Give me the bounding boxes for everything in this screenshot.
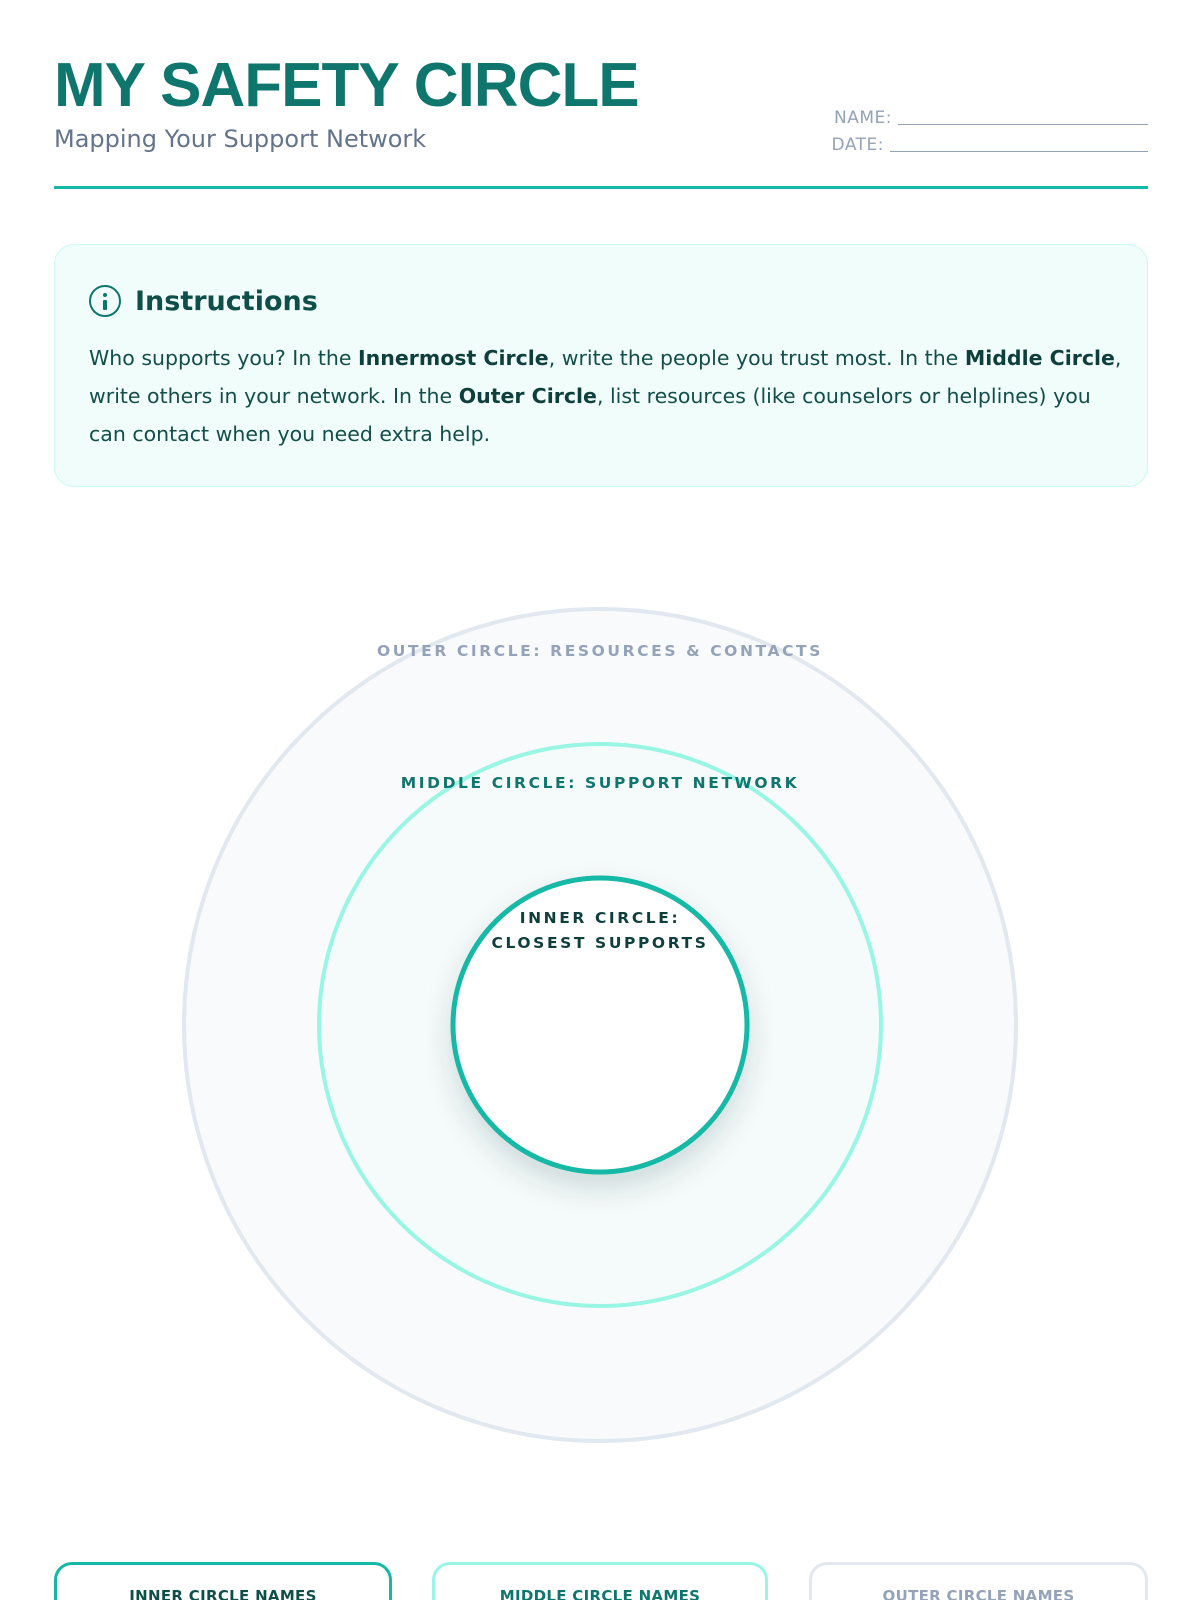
- name-label: NAME:: [834, 108, 892, 128]
- inner-circle-names-title: INNER CIRCLE NAMES: [129, 1587, 317, 1600]
- middle-circle-label: MIDDLE CIRCLE: SUPPORT NETWORK: [400, 774, 800, 792]
- name-cards: [54, 1562, 1148, 1600]
- info-icon: [89, 285, 121, 317]
- instructions-heading: [89, 285, 318, 317]
- middle-circle-names-card[interactable]: [432, 1562, 768, 1600]
- middle-circle-names-title: MIDDLE CIRCLE NAMES: [499, 1587, 701, 1600]
- outer-circle-label: OUTER CIRCLE: RESOURCES & CONTACTS: [377, 642, 823, 660]
- page-subtitle: Mapping Your Support Network: [54, 125, 427, 153]
- instructions-text: [89, 339, 1129, 453]
- name-blank-line[interactable]: [898, 111, 1148, 125]
- instructions-text-part: , write the people you trust most. In the: [548, 346, 965, 370]
- instructions-title: Instructions: [135, 285, 318, 317]
- inner-circle-names-card[interactable]: [54, 1562, 392, 1600]
- inner-circle-label: [0, 906, 1200, 956]
- safety-circle-diagram: [0, 590, 1200, 1460]
- instructions-text-part: Who supports you? In the: [89, 346, 359, 370]
- instructions-text-part: , write others in your network. In the: [89, 346, 1122, 408]
- worksheet-header: [54, 0, 1148, 190]
- outer-circle-term: Outer Circle: [458, 384, 597, 408]
- date-blank-line[interactable]: [890, 138, 1148, 152]
- outer-circle-names-title: OUTER CIRCLE NAMES: [882, 1587, 1075, 1600]
- innermost-circle-term: Innermost Circle: [358, 346, 549, 370]
- instructions-panel: [54, 244, 1148, 487]
- inner-circle-label-line2: CLOSEST SUPPORTS: [491, 934, 709, 952]
- outer-circle-names-card[interactable]: [809, 1562, 1148, 1600]
- page-title: MY SAFETY CIRCLE: [54, 51, 639, 120]
- inner-circle-label-line1: INNER CIRCLE:: [519, 909, 681, 927]
- concentric-circles: [0, 590, 1200, 1460]
- date-field[interactable]: [808, 135, 1148, 155]
- middle-circle-term: Middle Circle: [964, 346, 1115, 370]
- header-divider: [54, 186, 1148, 189]
- name-field[interactable]: [808, 108, 1148, 128]
- instructions-text-part: , list resources (like counselors or helplines) you can contact when you need extra help.: [89, 384, 1091, 446]
- date-label: DATE:: [831, 135, 884, 155]
